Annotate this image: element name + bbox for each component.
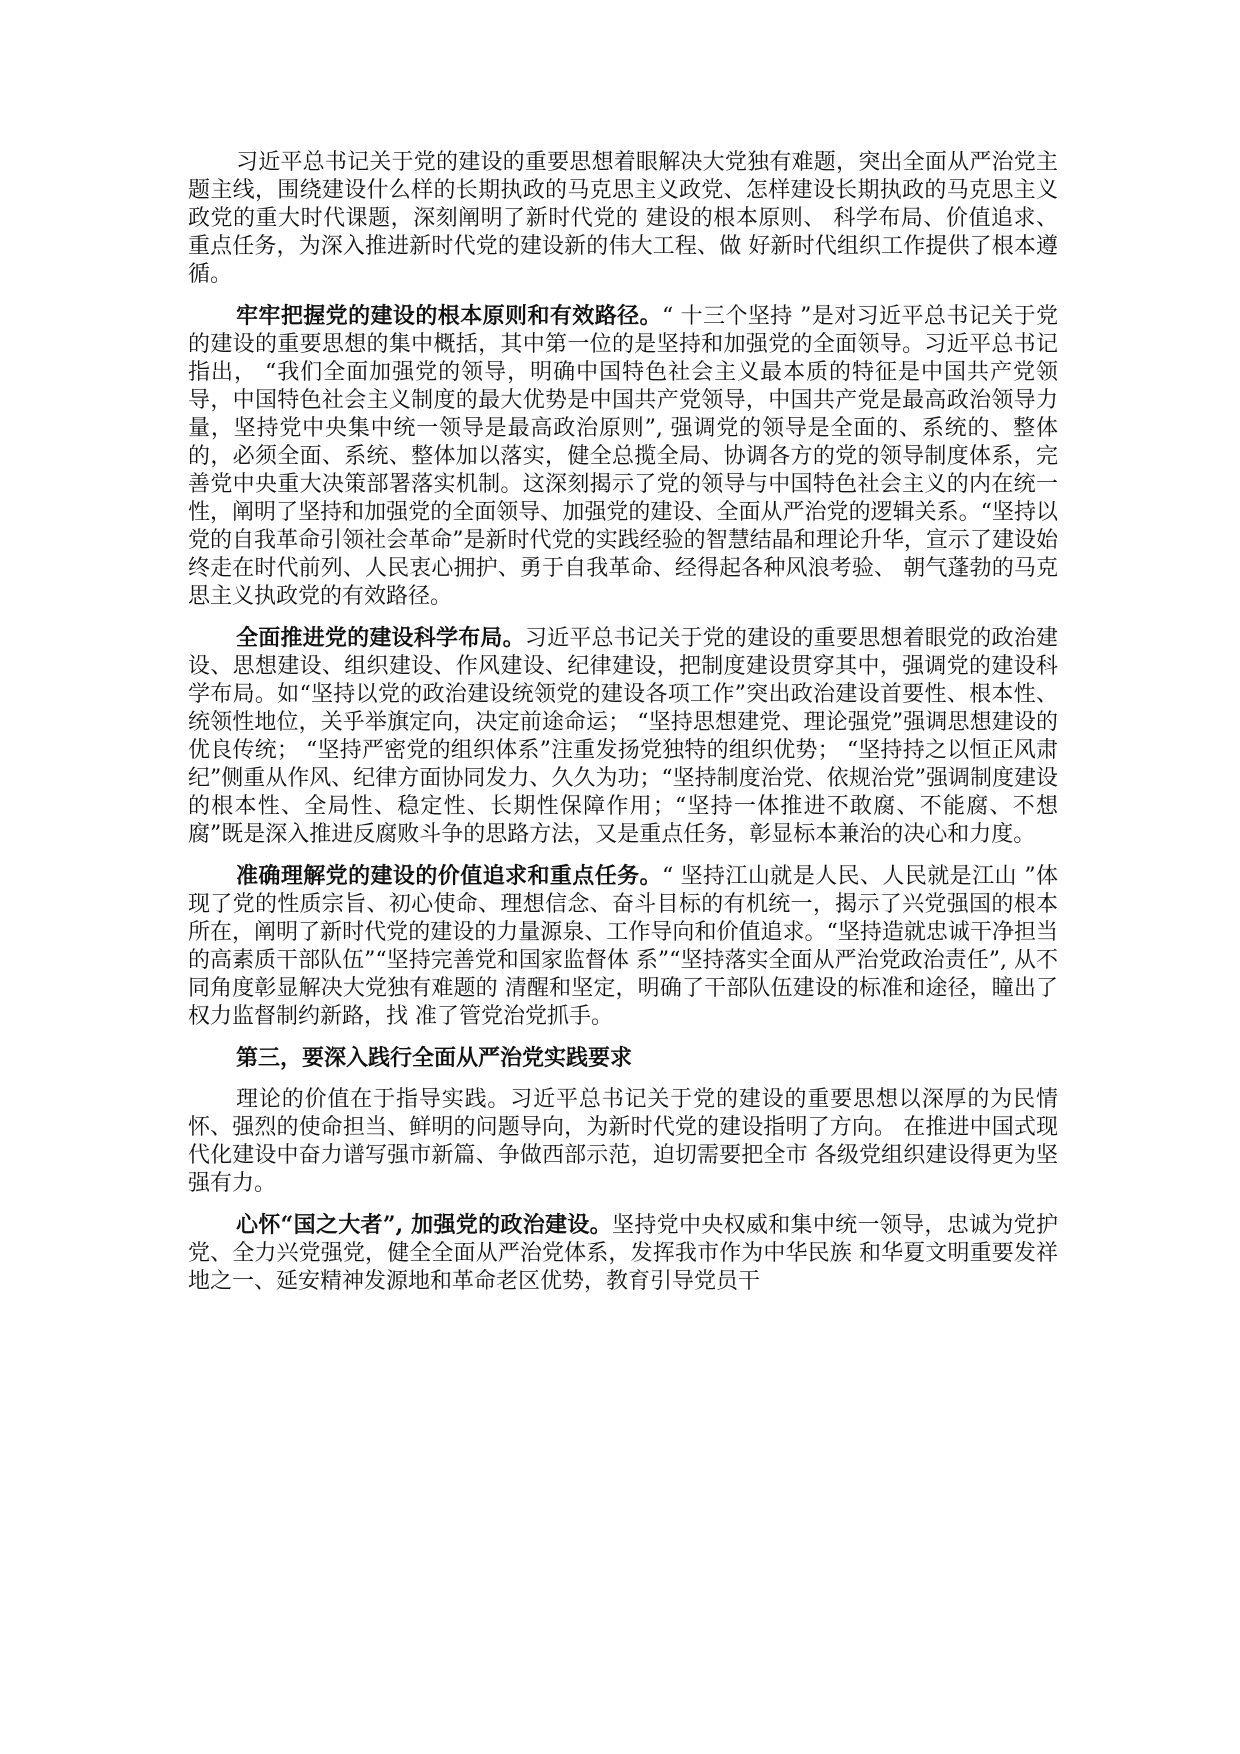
- paragraph-values: [188, 862, 1058, 1031]
- paragraph-political: [188, 1211, 1058, 1296]
- paragraph-intro: [188, 148, 1058, 289]
- paragraph-text: 坚持党中央权威和集中统一领导，忠诚为党护党、全力兴党强党，健全全面从严治党体系，发挥我市作为中华民族 和华夏文明重要发祥地之一、延安精神发源地和革命老区优势，教育引导党员干: [188, 1213, 1058, 1294]
- paragraph-lead: 准确理解党的建设的价值追求和重点任务。: [236, 863, 662, 889]
- paragraph-text: 习近平总书记关于党的建设的重要思想着眼解决大党独有难题，突出全面从严治党主题主线，围绕建设什么样的长期执政的马克思主义政党、怎样建设长期执政的马克思主义政党的重大时代课题，深刻阐明了新时代党的 建设的根本原则、 科学布局、价值追求、重点任务，为深入推进新时代党的建设新的伟大工程、做 好新时代组织工作提供了根本遵循。: [188, 150, 1058, 287]
- paragraph-lead: 牢牢把握党的建设的根本原则和有效路径。: [236, 303, 662, 329]
- paragraph-practice: [188, 1085, 1058, 1198]
- paragraph-text: 习近平总书记关于党的建设的重要思想着眼党的政治建设、思想建设、组织建设、作风建设、纪律建设，把制度建设贯穿其中，强调党的建设科学布局。如“坚持以党的政治建设统领党的建设各项工作”突出政治建设首要性、根本性、统领性地位，关乎举旗定向，决定前途命运； “坚持思想建党、理论强党”强调思想建设的优良传统； “坚持严密党的组织体系”注重发扬党独特的组织优势； “坚持持之以恒正风肃纪”侧重从作风、纪律方面协同发力、久久为功；“坚持制度治党、依规治党”强调制度建设的根本性、全局性、稳定性、长期性保障作用；“坚持一体推进不敢腐、不能腐、不想腐”既是深入推进反腐败斗争的思路方法，又是重点任务，彰显标本兼治的决心和力度。: [188, 626, 1058, 847]
- document-body: [188, 148, 1058, 1309]
- section-heading: 第三，要深入践行全面从严治党实践要求: [236, 1045, 633, 1071]
- paragraph-lead: 全面推进党的建设科学布局。: [236, 625, 525, 651]
- paragraph-layout: [188, 624, 1058, 849]
- paragraph-text: “ 十三个坚持 ”是对习近平总书记关于党的建设的重要思想的集中概括，其中第一位的是坚持和加强党的全面领导。习近平总书记指出， “我们全面加强党的领导，明确中国特色社会主义最本质的特征是中国共产党领导，中国特色社会主义制度的最大优势是中国共产党领导，中国共产党是最高政治领导力量，坚持党中央集中统一领导是最高政治原则”, 强调党的领导是全面的、系统的、整体的，必须全面、系统、整体加以落实，健全总揽全局、协调各方的党的领导制度体系，完善党中央重大决策部署落实机制。这深刻揭示了党的领导与中国特色社会主义的内在统一性，阐明了坚持和加强党的全面领导、加强党的建设、全面从严治党的逻辑关系。“坚持以党的自我革命引领社会革命”是新时代党的实践经验的智慧结晶和理论升华，宣示了建设始终走在时代前列、人民衷心拥护、勇于自我革命、经得起各种风浪考验、 朝气蓬勃的马克思主义执政党的有效路径。: [188, 304, 1058, 609]
- paragraph-lead: 心怀“国之大者”, 加强党的政治建设。: [236, 1212, 612, 1238]
- paragraph-text: 理论的价值在于指导实践。习近平总书记关于党的建设的重要思想以深厚的为民情怀、强烈的使命担当、鲜明的问题导向，为新时代党的建设指明了方向。 在推进中国式现代化建设中奋力谱写强市新篇、争做西部示范，迫切需要把全市 各级党组织建设得更为坚强有力。: [188, 1087, 1058, 1196]
- paragraph-principles: [188, 302, 1058, 611]
- paragraph-text: “ 坚持江山就是人民、人民就是江山 ”体现了党的性质宗旨、初心使命、理想信念、奋斗目标的有机统一，揭示了兴党强国的根本所在，阐明了新时代党的建设的力量源泉、工作导向和价值追求。“坚持造就忠诚干净担当的高素质干部队伍”“坚持完善党和国家监督体 系”“坚持落实全面从严治党政治责任”, 从不同角度彰显解决大党独有难题的 清醒和坚定，明确了干部队伍建设的标准和途径，瞳出了权力监督制约新路，找 准了管党治党抓手。: [188, 864, 1058, 1029]
